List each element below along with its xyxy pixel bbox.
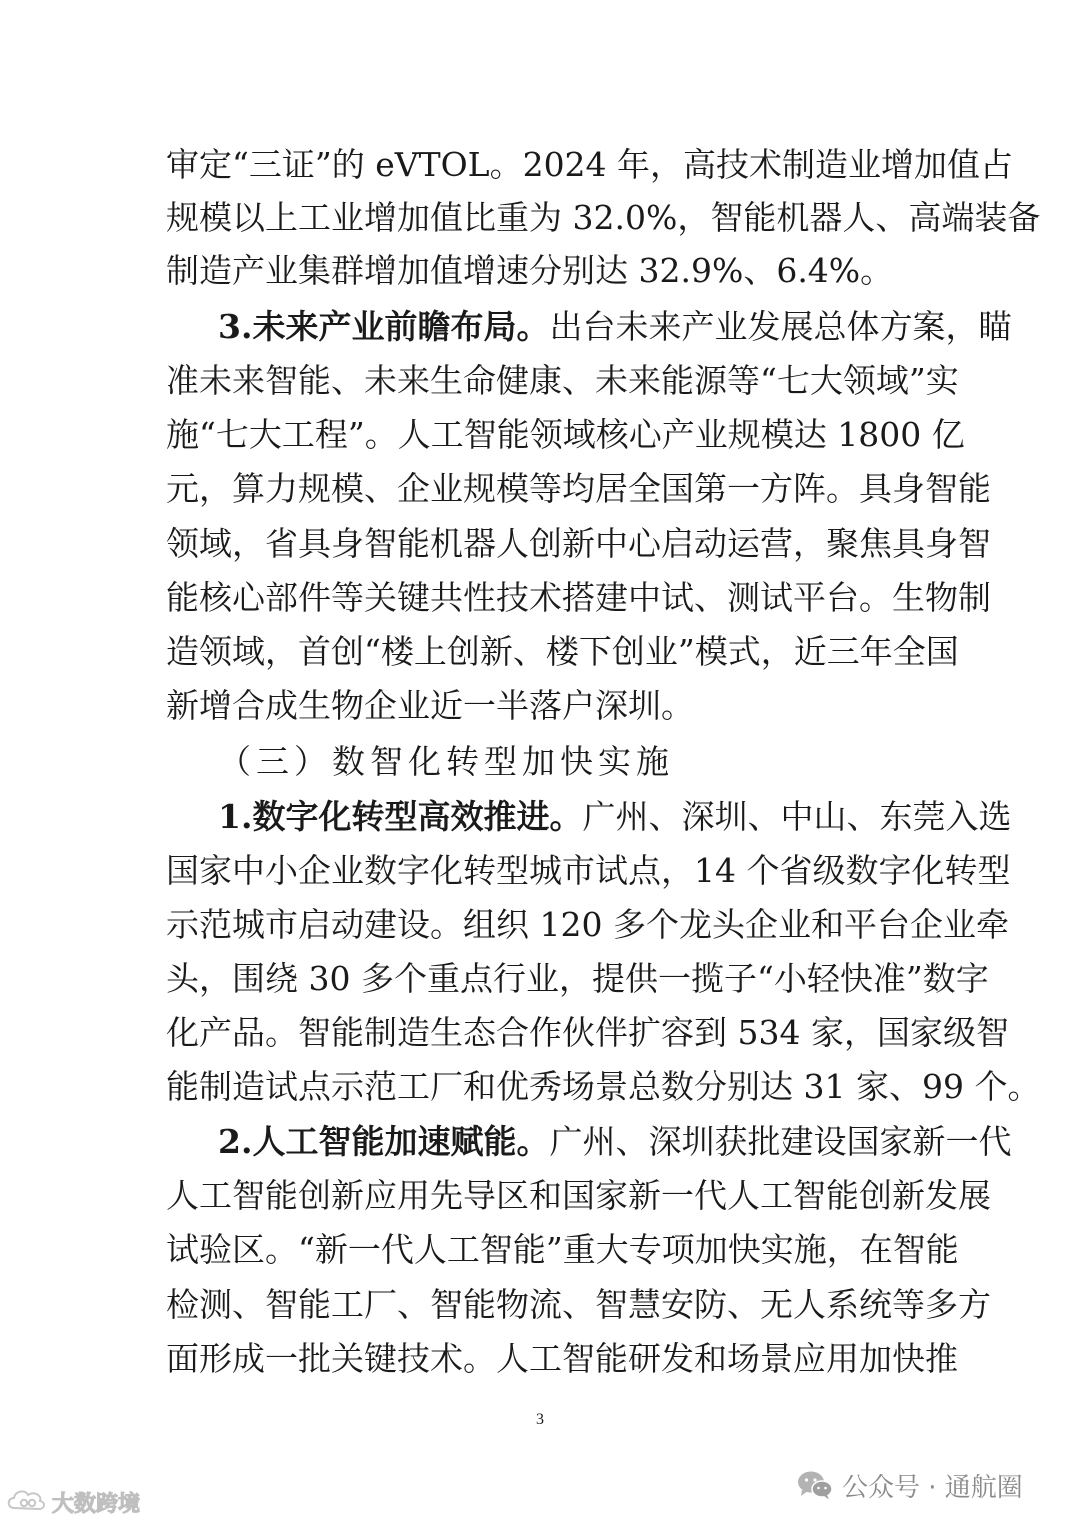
section-heading: （三）数智化转型加快实施 [218,742,674,781]
body-line: 造领域，首创“楼上创新、楼下创业”模式，近三年全国 [166,632,959,671]
paragraph-heading-bold: 1.数字化转型高效推进。 [218,797,583,836]
body-line: 能核心部件等关键共性技术搭建中试、测试平台。生物制 [166,578,991,617]
paragraph-first-line [218,301,1012,353]
cloud-logo-icon [4,1484,48,1520]
body-line: 化产品。智能制造生态合作伙伴扩容到 534 家，国家级智 [166,1013,1009,1052]
body-line: 能制造试点示范工厂和优秀场景总数分别达 31 家、99 个。 [166,1067,1041,1106]
watermark-left [4,1484,140,1520]
page-number: 3 [536,1411,544,1428]
watermark-right [796,1464,1023,1506]
body-text: 广州、深圳、中山、东莞入选 [582,797,1012,836]
body-line: 面形成一批关键技术。人工智能研发和场景应用加快推 [166,1339,958,1378]
paragraph-first-line [218,1116,1012,1168]
paragraph-heading-bold: 2.人工智能加速赋能。 [218,1122,550,1161]
body-line: 领域，省具身智能机器人创新中心启动运营，聚焦具身智 [166,524,991,563]
body-line: 示范城市启动建设。组织 120 多个龙头企业和平台企业牵 [166,905,1009,944]
body-line: 新增合成生物企业近一半落户深圳。 [166,686,694,725]
body-text: 出台未来产业发展总体方案，瞄 [549,307,1012,346]
watermark-right-text: 公众号 · 通航圈 [842,1472,1023,1503]
wechat-icon [796,1469,834,1501]
body-text: 广州、深圳获批建设国家新一代 [549,1122,1012,1161]
body-line: 元，算力规模、企业规模等均居全国第一方阵。具身智能 [166,469,991,508]
paragraph-heading-bold: 3.未来产业前瞻布局。 [218,307,550,346]
body-line: 制造产业集群增加值增速分别达 32.9%、6.4%。 [166,251,894,290]
body-line: 审定“三证”的 eVTOL。2024 年，高技术制造业增加值占 [166,145,1014,184]
body-line: 检测、智能工厂、智能物流、智慧安防、无人系统等多方 [166,1285,991,1324]
body-line: 国家中小企业数字化转型城市试点，14 个省级数字化转型 [166,851,1011,890]
body-line: 试验区。“新一代人工智能”重大专项加快实施，在智能 [166,1230,959,1269]
body-line: 准未来智能、未来生命健康、未来能源等“七大领域”实 [166,361,959,400]
paragraph-first-line [218,791,1012,843]
body-line: 施“七大工程”。人工智能领域核心产业规模达 1800 亿 [166,415,965,454]
watermark-left-text: 大数跨境 [52,1491,141,1517]
body-line: 规模以上工业增加值比重为 32.0%，智能机器人、高端装备 [166,198,1041,237]
body-line: 头，围绕 30 多个重点行业，提供一揽子“小轻快准”数字 [166,959,989,998]
body-line: 人工智能创新应用先导区和国家新一代人工智能创新发展 [166,1176,991,1215]
